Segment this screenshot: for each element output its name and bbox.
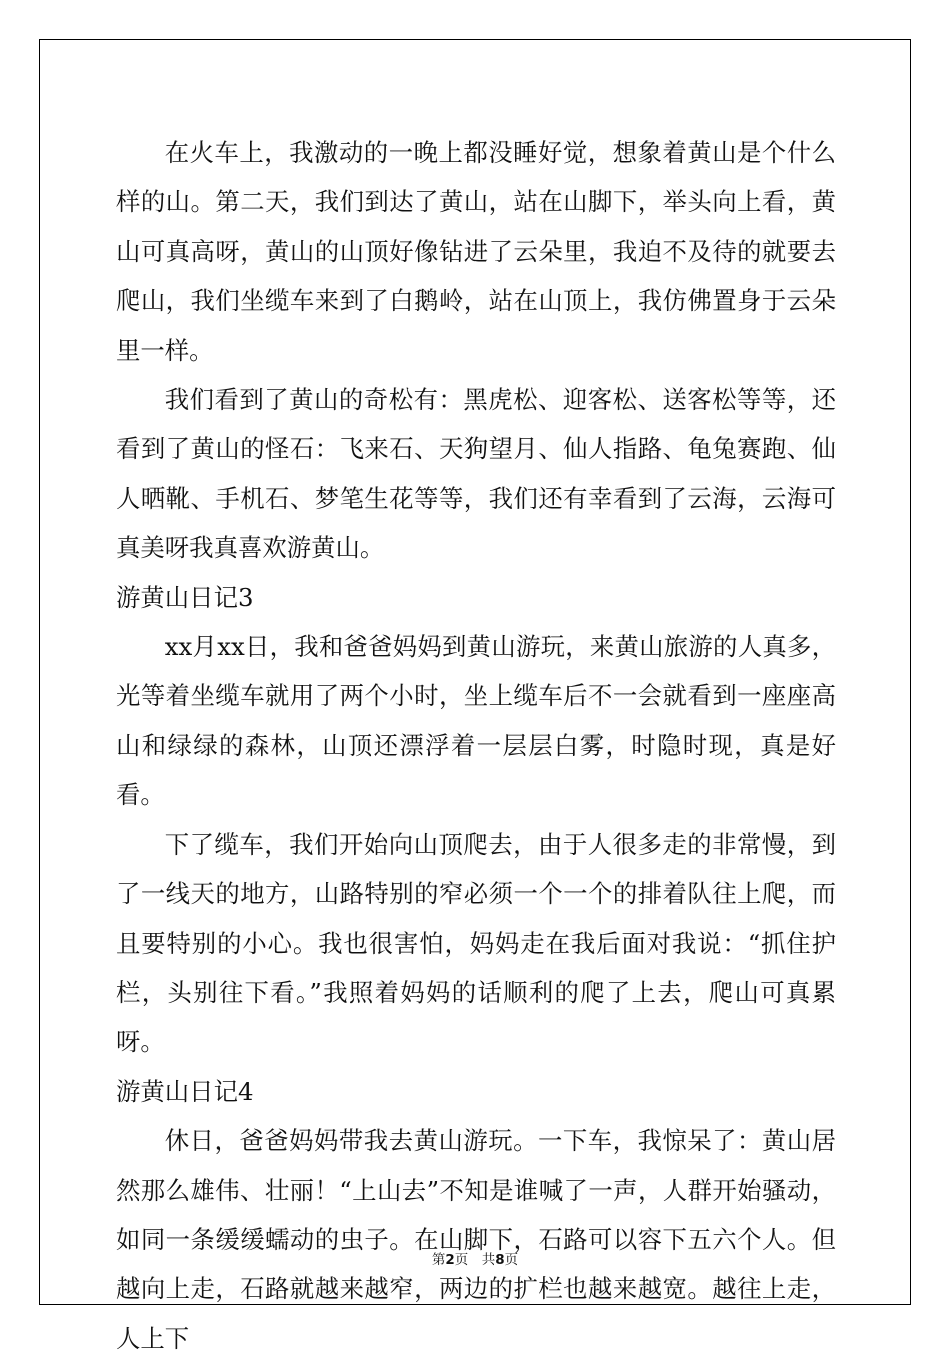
page-suffix: 页: [504, 1252, 519, 1268]
page-total: 8: [495, 1252, 505, 1268]
document-body: [116, 128, 836, 1363]
paragraph: 在火车上，我激动的一晚上都没睡好觉，想象着黄山是个什么样的山。第二天，我们到达了黄山，站在山脚下，举头向上看，黄山可真高呀，黄山的山顶好像钻进了云朵里，我迫不及待的就要去爬山，我们坐缆车来到了白鹅岭，站在山顶上，我仿佛置身于云朵里一样。: [116, 138, 836, 365]
paragraph: 休日，爸爸妈妈带我去黄山游玩。一下车，我惊呆了：黄山居然那么雄伟、壮丽！“上山去”不知是谁喊了一声，人群开始骚动，如同一条缓缓蠕动的虫子。在山脚下，石路可以容下五六个人。但越向上走，石路就越来越窄，两边的扩栏也越来越宽。越往上走，人上下: [116, 1126, 836, 1353]
page-footer: [0, 1248, 950, 1268]
page-mid: 页 共: [454, 1252, 496, 1268]
section-heading-4: 游黄山日记4: [116, 1076, 254, 1106]
paragraph: xx月xx日，我和爸爸妈妈到黄山游玩，来黄山旅游的人真多，光等着坐缆车就用了两个小时，坐上缆车后不一会就看到一座座高山和绿绿的森林，山顶还漂浮着一层层白雾，时隐时现，真是好看。: [116, 632, 836, 810]
paragraph: 我们看到了黄山的奇松有：黑虎松、迎客松、送客松等等，还看到了黄山的怪石：飞来石、天狗望月、仙人指路、龟兔赛跑、仙人晒靴、手机石、梦笔生花等等，我们还有幸看到了云海，云海可真美呀我真喜欢游黄山。: [116, 385, 836, 563]
page-current: 2: [445, 1252, 455, 1268]
paragraph: 下了缆车，我们开始向山顶爬去，由于人很多走的非常慢，到了一线天的地方，山路特别的窄必须一个一个的排着队往上爬，而且要特别的小心。我也很害怕，妈妈走在我后面对我说：“抓住护栏，头别往下看。”我照着妈妈的话顺利的爬了上去，爬山可真累呀。: [116, 829, 836, 1057]
page-prefix: 第: [431, 1252, 446, 1268]
section-heading-3: 游黄山日记3: [116, 582, 254, 612]
